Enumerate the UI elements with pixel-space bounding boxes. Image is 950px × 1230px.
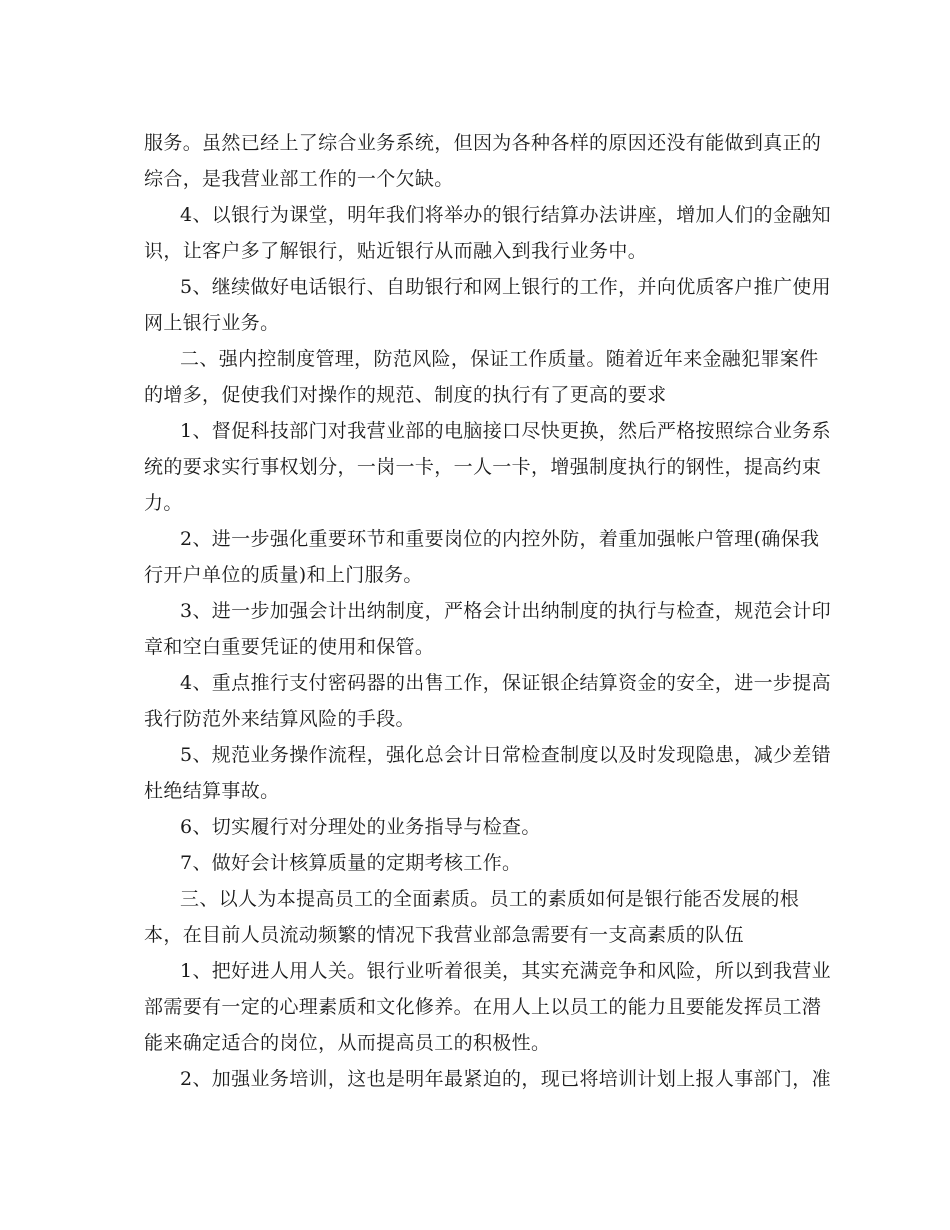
text-line: 力。	[144, 492, 183, 514]
text-line: 识，让客户多了解银行，贴近银行从而融入到我行业务中。	[144, 240, 648, 262]
text-line: 行开户单位的质量)和上门服务。	[144, 564, 423, 586]
text-line: 1、把好进人用人关。银行业听着很美，其实充满竞争和风险，所以到我营业	[180, 960, 831, 982]
text-line: 部需要有一定的心理素质和文化修养。在用人上以员工的能力且要能发挥员工潜	[144, 996, 822, 1018]
text-line: 能来确定适合的岗位，从而提高员工的积极性。	[144, 1032, 551, 1054]
text-line: 6、切实履行对分理处的业务指导与检查。	[180, 816, 541, 838]
text-line: 网上银行业务。	[144, 312, 280, 334]
text-line: 4、重点推行支付密码器的出售工作，保证银企结算资金的安全，进一步提高	[180, 672, 831, 694]
text-line: 4、以银行为课堂，明年我们将举办的银行结算办法讲座，增加人们的金融知	[180, 204, 831, 226]
text-line: 7、做好会计核算质量的定期考核工作。	[180, 852, 522, 874]
text-line: 5、继续做好电话银行、自助银行和网上银行的工作，并向优质客户推广使用	[180, 276, 831, 298]
text-line: 1、督促科技部门对我营业部的电脑接口尽快更换，然后严格按照综合业务系	[180, 420, 831, 442]
text-line: 章和空白重要凭证的使用和保管。	[144, 636, 435, 658]
text-line: 本，在目前人员流动频繁的情况下我营业部急需要有一支高素质的队伍	[144, 924, 744, 946]
text-line: 我行防范外来结算风险的手段。	[144, 708, 415, 730]
text-line: 3、进一步加强会计出纳制度，严格会计出纳制度的执行与检查，规范会计印	[180, 600, 831, 622]
text-line: 综合，是我营业部工作的一个欠缺。	[144, 168, 454, 190]
text-line: 2、进一步强化重要环节和重要岗位的内控外防，着重加强帐户管理(确保我	[180, 528, 820, 550]
text-line: 二、强内控制度管理，防范风险，保证工作质量。随着近年来金融犯罪案件	[180, 348, 819, 370]
text-line: 5、规范业务操作流程，强化总会计日常检查制度以及时发现隐患，减少差错	[180, 744, 831, 766]
text-line: 服务。虽然已经上了综合业务系统，但因为各种各样的原因还没有能做到真正的	[144, 132, 822, 154]
text-line: 杜绝结算事故。	[144, 780, 280, 802]
text-line: 2、加强业务培训，这也是明年最紧迫的，现已将培训计划上报人事部门，准	[180, 1068, 831, 1090]
text-line: 三、以人为本提高员工的全面素质。员工的素质如何是银行能否发展的根	[180, 888, 800, 910]
text-line: 统的要求实行事权划分，一岗一卡，一人一卡，增强制度执行的钢性，提高约束	[144, 456, 822, 478]
text-line: 的增多，促使我们对操作的规范、制度的执行有了更高的要求	[144, 384, 667, 406]
